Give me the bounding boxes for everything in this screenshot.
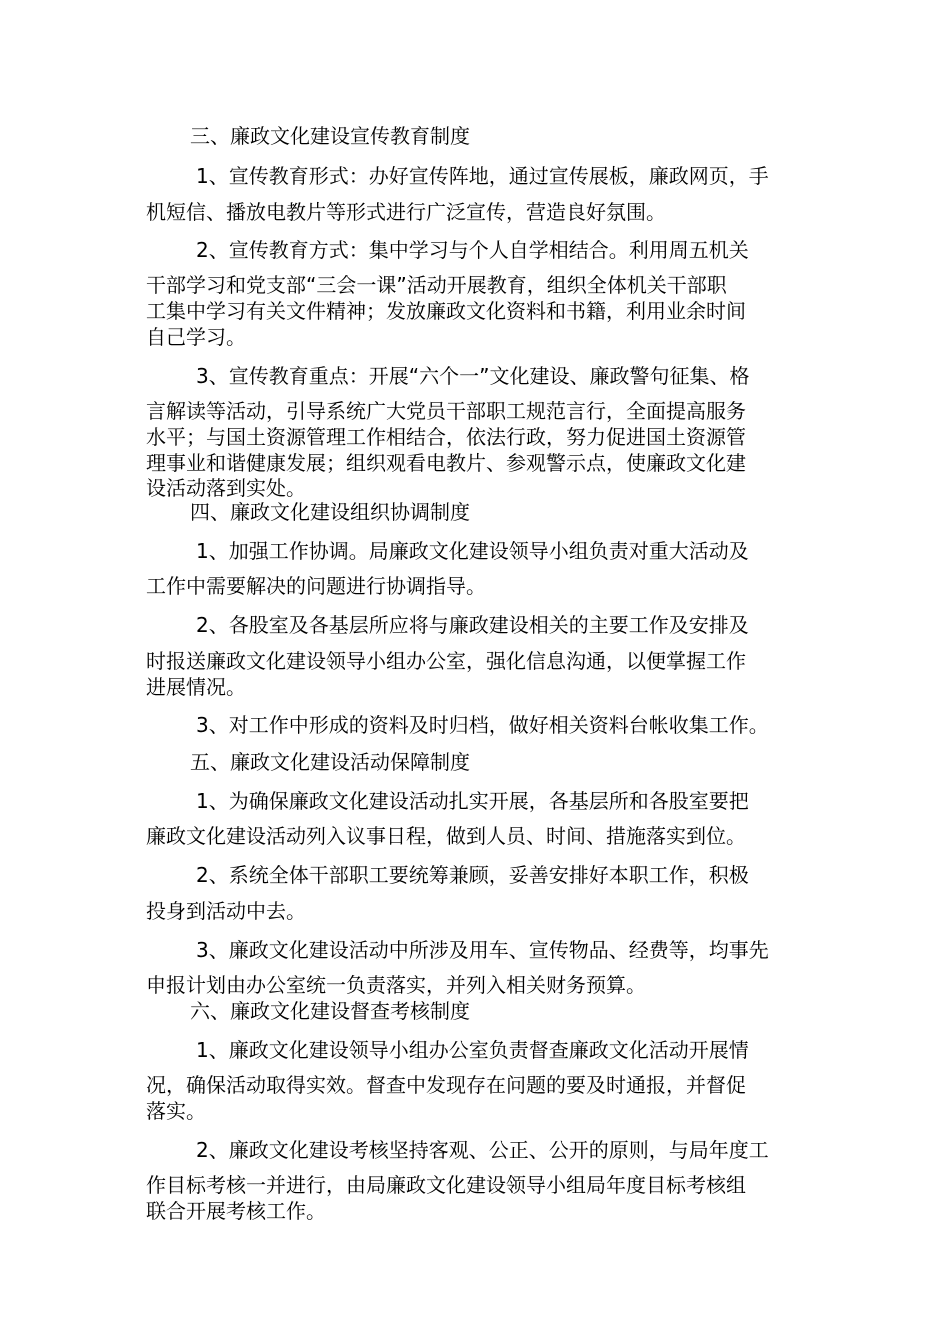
paragraph-line: 廉政文化建设活动列入议事日程，做到人员、时间、措施落实到位。 [146, 824, 746, 848]
paragraph-line: 水平；与国土资源管理工作相结合，依法行政，努力促进国土资源管 [146, 425, 746, 449]
paragraph-line: 1、宣传教育形式：办好宣传阵地，通过宣传展板，廉政网页，手 [196, 164, 769, 188]
paragraph-line: 2、各股室及各基层所应将与廉政建设相关的主要工作及安排及 [196, 613, 749, 637]
paragraph-line: 工作中需要解决的问题进行协调指导。 [146, 574, 486, 598]
paragraph-line: 3、宣传教育重点：开展“六个一”文化建设、廉政警句征集、格 [196, 364, 750, 388]
paragraph-line: 落实。 [146, 1099, 206, 1123]
paragraph-line: 1、为确保廉政文化建设活动扎实开展，各基层所和各股室要把 [196, 789, 749, 813]
paragraph-line: 3、对工作中形成的资料及时归档，做好相关资料台帐收集工作。 [196, 713, 769, 737]
section-heading: 五、廉政文化建设活动保障制度 [190, 750, 470, 774]
paragraph-line: 工集中学习有关文件精神；发放廉政文化资料和书籍，利用业余时间 [146, 299, 746, 323]
paragraph-line: 作目标考核一并进行，由局廉政文化建设领导小组局年度目标考核组 [146, 1173, 746, 1197]
section-heading: 四、廉政文化建设组织协调制度 [190, 500, 470, 524]
paragraph-line: 况，确保活动取得实效。督查中发现存在问题的要及时通报，并督促 [146, 1073, 746, 1097]
paragraph-line: 设活动落到实处。 [146, 476, 306, 500]
paragraph-line: 言解读等活动，引导系统广大党员干部职工规范言行，全面提高服务 [146, 399, 746, 423]
section-heading: 六、廉政文化建设督查考核制度 [190, 999, 470, 1023]
paragraph-line: 投身到活动中去。 [146, 899, 306, 923]
paragraph-line: 自己学习。 [146, 325, 246, 349]
paragraph-line: 2、宣传教育方式：集中学习与个人自学相结合。利用周五机关 [196, 238, 749, 262]
paragraph-line: 1、加强工作协调。局廉政文化建设领导小组负责对重大活动及 [196, 539, 749, 563]
paragraph-line: 联合开展考核工作。 [146, 1199, 326, 1223]
paragraph-line: 机短信、播放电教片等形式进行广泛宣传，营造良好氛围。 [146, 200, 666, 224]
paragraph-line: 理事业和谐健康发展；组织观看电教片、参观警示点，使廉政文化建 [146, 451, 746, 475]
paragraph-line: 3、廉政文化建设活动中所涉及用车、宣传物品、经费等，均事先 [196, 938, 769, 962]
section-heading: 三、廉政文化建设宣传教育制度 [190, 124, 470, 148]
paragraph-line: 进展情况。 [146, 675, 246, 699]
paragraph-line: 1、廉政文化建设领导小组办公室负责督查廉政文化活动开展情 [196, 1038, 749, 1062]
paragraph-line: 干部学习和党支部“三会一课”活动开展教育，组织全体机关干部职 [146, 273, 727, 297]
paragraph-line: 2、系统全体干部职工要统筹兼顾，妥善安排好本职工作，积极 [196, 863, 749, 887]
paragraph-line: 申报计划由办公室统一负责落实，并列入相关财务预算。 [146, 973, 646, 997]
paragraph-line: 时报送廉政文化建设领导小组办公室，强化信息沟通，以便掌握工作 [146, 649, 746, 673]
paragraph-line: 2、廉政文化建设考核坚持客观、公正、公开的原则，与局年度工 [196, 1138, 769, 1162]
